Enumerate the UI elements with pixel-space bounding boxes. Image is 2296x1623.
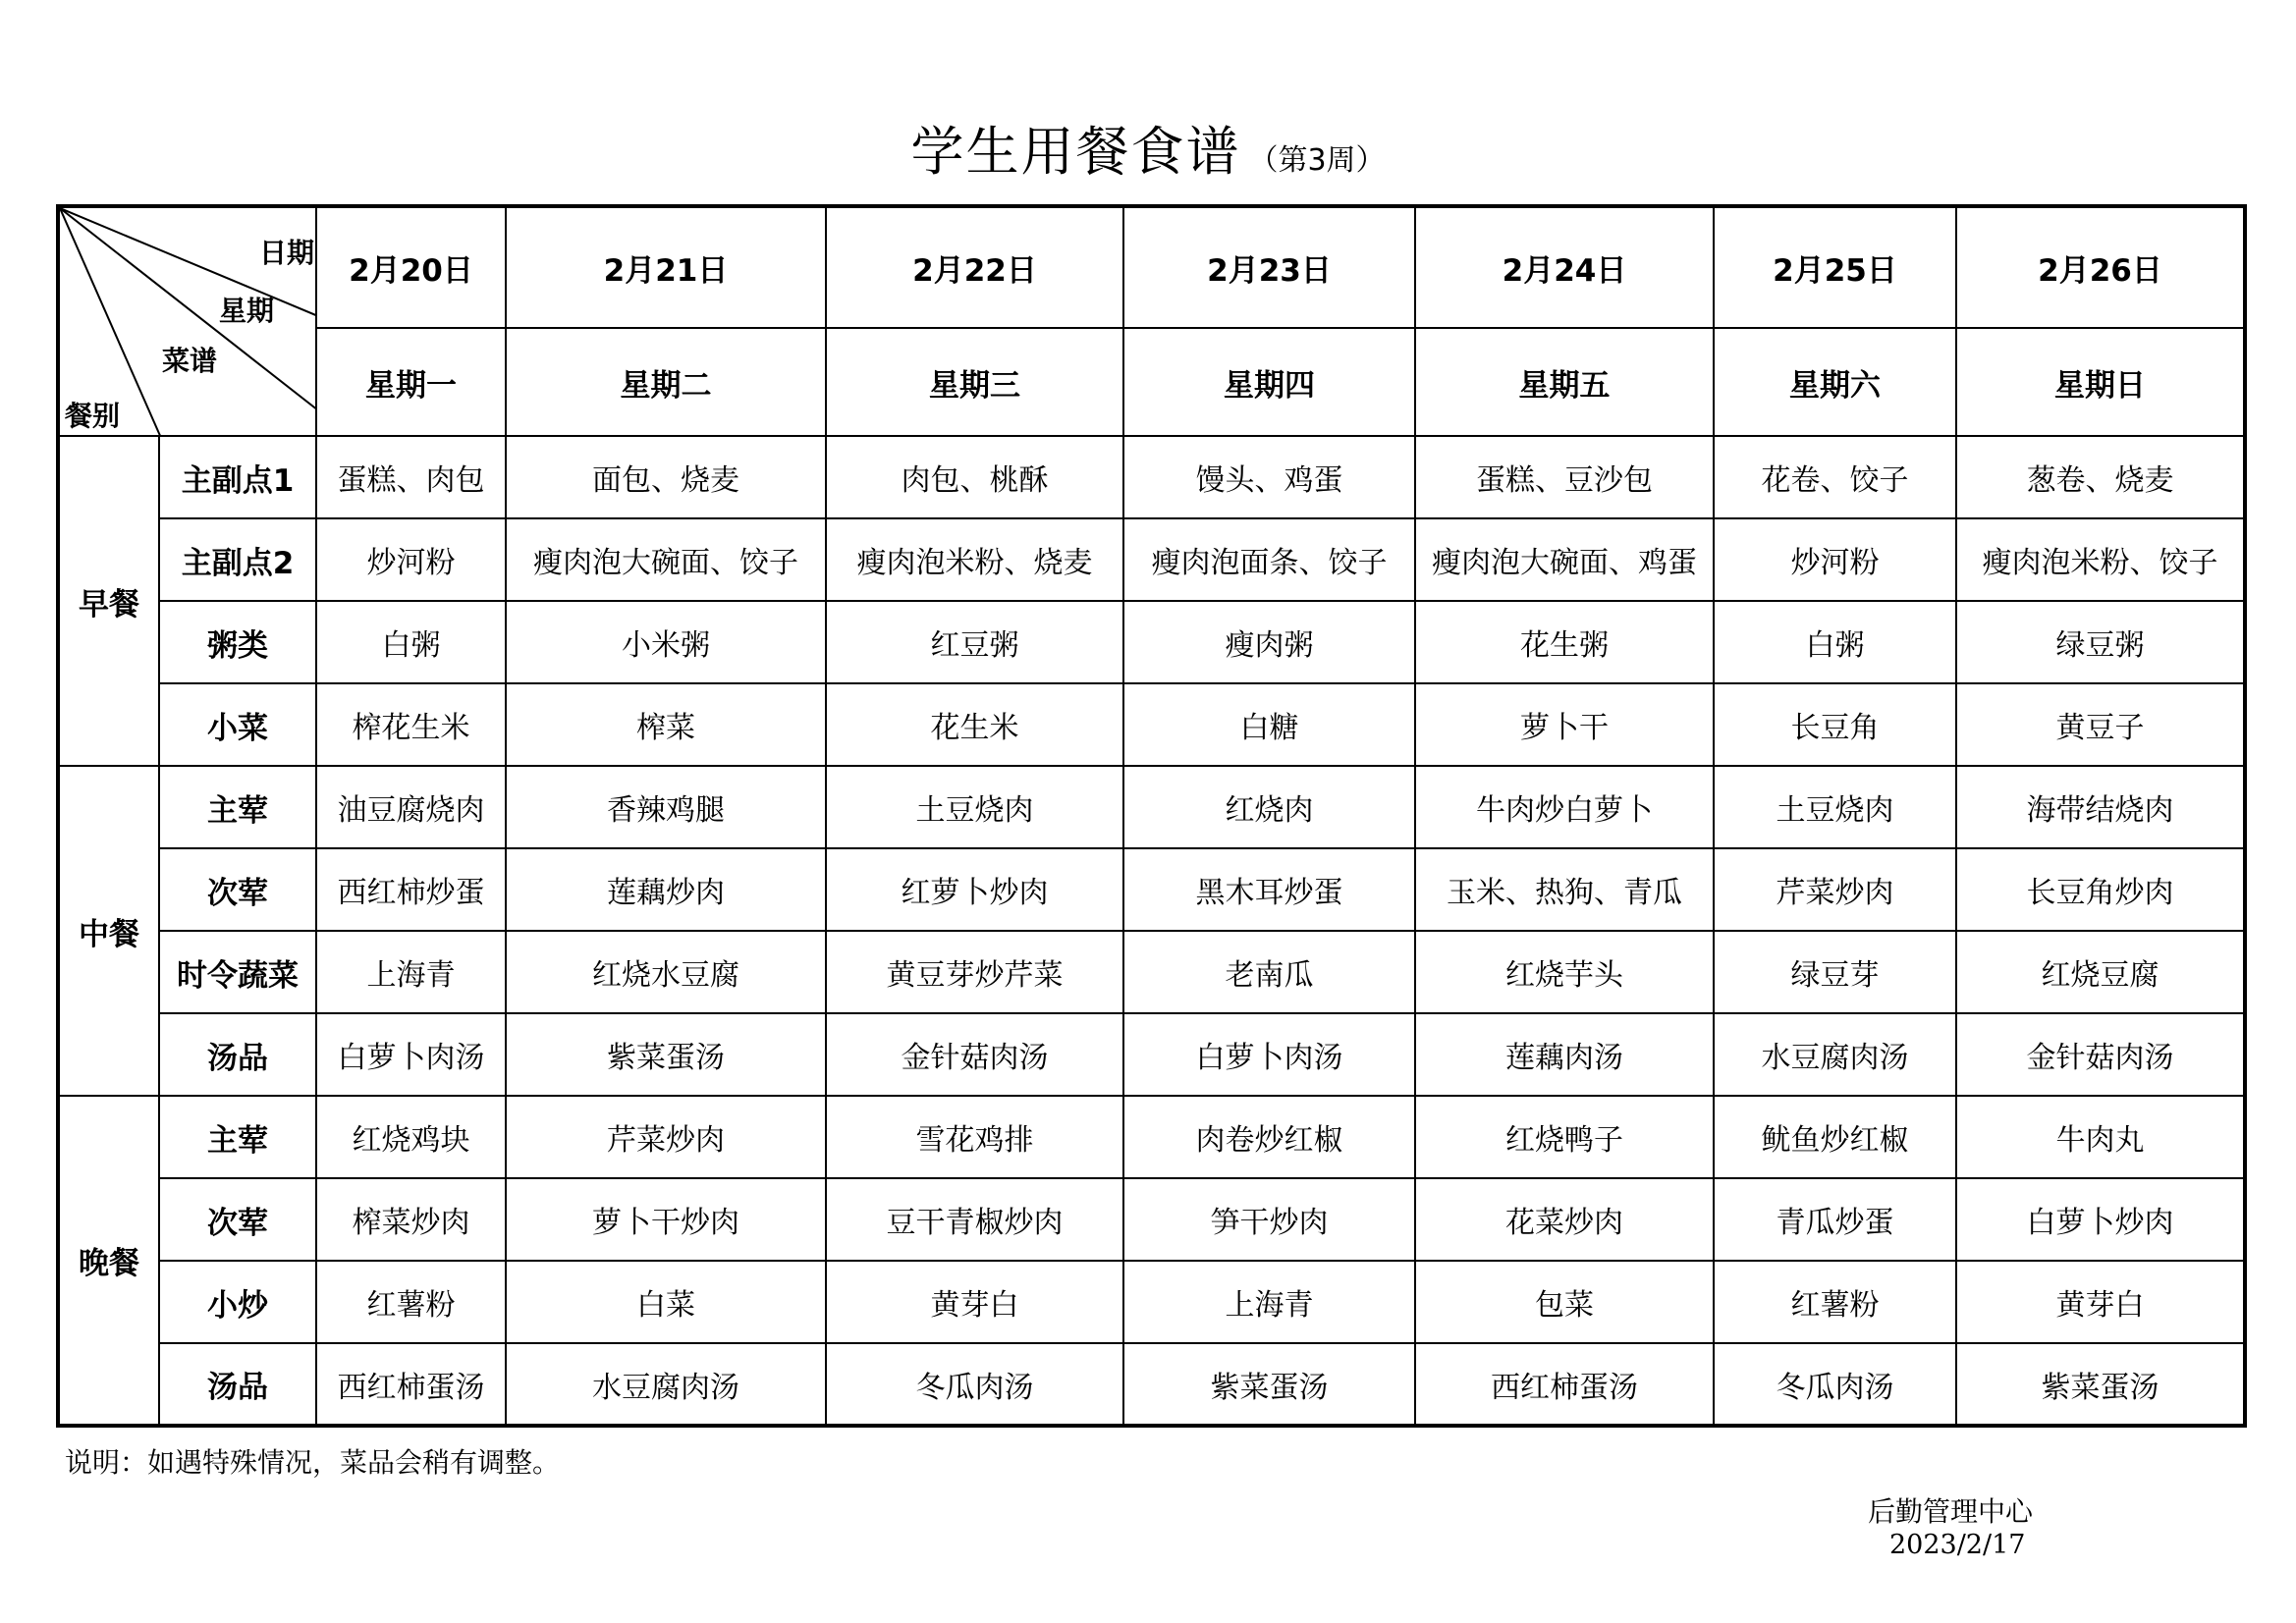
dish-cell: 瘦肉泡米粉、饺子	[1956, 518, 2245, 601]
dish-cell: 长豆角炒肉	[1956, 848, 2245, 931]
dish-cell: 榨菜炒肉	[316, 1178, 506, 1261]
corner-label-menu: 菜谱	[162, 345, 218, 377]
menu-row	[58, 848, 2245, 931]
dish-cell: 上海青	[1123, 1261, 1415, 1343]
dish-cell: 红烧鸡块	[316, 1096, 506, 1178]
dish-cell: 红萝卜炒肉	[826, 848, 1123, 931]
dish-cell: 黄豆子	[1956, 683, 2245, 766]
dish-cell: 莲藕肉汤	[1415, 1013, 1714, 1096]
dish-cell: 老南瓜	[1123, 931, 1415, 1013]
date-header-cell: 2月23日	[1123, 206, 1415, 328]
dish-cell: 青瓜炒蛋	[1714, 1178, 1956, 1261]
dish-cell: 紫菜蛋汤	[1956, 1343, 2245, 1426]
category-cell: 主荤	[159, 766, 316, 848]
menu-row	[58, 1261, 2245, 1343]
dish-cell: 榨花生米	[316, 683, 506, 766]
menu-row	[58, 1096, 2245, 1178]
menu-row	[58, 1178, 2245, 1261]
dish-cell: 炒河粉	[316, 518, 506, 601]
dish-cell: 金针菇肉汤	[1956, 1013, 2245, 1096]
date-header-cell: 2月25日	[1714, 206, 1956, 328]
dish-cell: 面包、烧麦	[506, 436, 826, 518]
dish-cell: 雪花鸡排	[826, 1096, 1123, 1178]
footer-department: 后勤管理中心	[1868, 1495, 2034, 1528]
dish-cell: 萝卜干	[1415, 683, 1714, 766]
category-cell: 主副点2	[159, 518, 316, 601]
dish-cell: 鱿鱼炒红椒	[1714, 1096, 1956, 1178]
category-cell: 汤品	[159, 1013, 316, 1096]
meal-label-cell: 晚餐	[58, 1096, 159, 1426]
category-cell: 小菜	[159, 683, 316, 766]
dish-cell: 白粥	[1714, 601, 1956, 683]
dish-cell: 小米粥	[506, 601, 826, 683]
dish-cell: 冬瓜肉汤	[1714, 1343, 1956, 1426]
date-header-cell: 2月24日	[1415, 206, 1714, 328]
weekday-header-cell: 星期四	[1123, 328, 1415, 436]
dish-cell: 白萝卜炒肉	[1956, 1178, 2245, 1261]
dish-cell: 包菜	[1415, 1261, 1714, 1343]
dish-cell: 萝卜干炒肉	[506, 1178, 826, 1261]
dish-cell: 红烧豆腐	[1956, 931, 2245, 1013]
dish-cell: 红烧肉	[1123, 766, 1415, 848]
dish-cell: 红薯粉	[316, 1261, 506, 1343]
dish-cell: 莲藕炒肉	[506, 848, 826, 931]
dish-cell: 肉包、桃酥	[826, 436, 1123, 518]
dish-cell: 葱卷、烧麦	[1956, 436, 2245, 518]
dish-cell: 肉卷炒红椒	[1123, 1096, 1415, 1178]
page-header	[0, 110, 2296, 186]
dish-cell: 白萝卜肉汤	[1123, 1013, 1415, 1096]
dish-cell: 白萝卜肉汤	[316, 1013, 506, 1096]
corner-header-cell	[58, 206, 316, 436]
dish-cell: 花生粥	[1415, 601, 1714, 683]
dish-cell: 绿豆芽	[1714, 931, 1956, 1013]
dish-cell: 蛋糕、豆沙包	[1415, 436, 1714, 518]
dish-cell: 紫菜蛋汤	[506, 1013, 826, 1096]
dish-cell: 土豆烧肉	[826, 766, 1123, 848]
weekday-header-cell: 星期日	[1956, 328, 2245, 436]
category-cell: 主副点1	[159, 436, 316, 518]
dish-cell: 海带结烧肉	[1956, 766, 2245, 848]
menu-row	[58, 601, 2245, 683]
dish-cell: 花菜炒肉	[1415, 1178, 1714, 1261]
week-label: （第3周）	[1248, 143, 1386, 178]
category-cell: 汤品	[159, 1343, 316, 1426]
meal-label-cell: 中餐	[58, 766, 159, 1096]
dish-cell: 玉米、热狗、青瓜	[1415, 848, 1714, 931]
meal-label-cell: 早餐	[58, 436, 159, 766]
dish-cell: 红薯粉	[1714, 1261, 1956, 1343]
dish-cell: 绿豆粥	[1956, 601, 2245, 683]
menu-row	[58, 1013, 2245, 1096]
corner-label-date: 日期	[259, 237, 315, 269]
menu-row	[58, 436, 2245, 518]
dish-cell: 白糖	[1123, 683, 1415, 766]
dish-cell: 炒河粉	[1714, 518, 1956, 601]
dish-cell: 油豆腐烧肉	[316, 766, 506, 848]
dish-cell: 瘦肉泡大碗面、饺子	[506, 518, 826, 601]
category-cell: 次荤	[159, 1178, 316, 1261]
dish-cell: 黄芽白	[1956, 1261, 2245, 1343]
dish-cell: 黄芽白	[826, 1261, 1123, 1343]
dish-cell: 冬瓜肉汤	[826, 1343, 1123, 1426]
category-cell: 小炒	[159, 1261, 316, 1343]
dish-cell: 金针菇肉汤	[826, 1013, 1123, 1096]
dish-cell: 瘦肉泡面条、饺子	[1123, 518, 1415, 601]
dish-cell: 白菜	[506, 1261, 826, 1343]
weekday-header-row	[58, 328, 2245, 436]
dish-cell: 花卷、饺子	[1714, 436, 1956, 518]
dish-cell: 瘦肉泡米粉、烧麦	[826, 518, 1123, 601]
dish-cell: 红豆粥	[826, 601, 1123, 683]
date-header-cell: 2月26日	[1956, 206, 2245, 328]
menu-row	[58, 1343, 2245, 1426]
dish-cell: 长豆角	[1714, 683, 1956, 766]
menu-table	[56, 204, 2247, 1428]
page-title: 学生用餐食谱	[910, 121, 1241, 183]
dish-cell: 馒头、鸡蛋	[1123, 436, 1415, 518]
dish-cell: 水豆腐肉汤	[506, 1343, 826, 1426]
dish-cell: 榨菜	[506, 683, 826, 766]
menu-row	[58, 518, 2245, 601]
weekday-header-cell: 星期五	[1415, 328, 1714, 436]
category-cell: 主荤	[159, 1096, 316, 1178]
corner-label-meal: 餐别	[65, 400, 121, 432]
dish-cell: 芹菜炒肉	[506, 1096, 826, 1178]
date-header-row	[58, 206, 2245, 328]
dish-cell: 土豆烧肉	[1714, 766, 1956, 848]
footer-date: 2023/2/17	[1889, 1530, 2026, 1560]
category-cell: 粥类	[159, 601, 316, 683]
dish-cell: 牛肉丸	[1956, 1096, 2245, 1178]
dish-cell: 水豆腐肉汤	[1714, 1013, 1956, 1096]
category-cell: 次荤	[159, 848, 316, 931]
weekday-header-cell: 星期二	[506, 328, 826, 436]
dish-cell: 红烧鸭子	[1415, 1096, 1714, 1178]
date-header-cell: 2月21日	[506, 206, 826, 328]
dish-cell: 牛肉炒白萝卜	[1415, 766, 1714, 848]
dish-cell: 蛋糕、肉包	[316, 436, 506, 518]
date-header-cell: 2月20日	[316, 206, 506, 328]
dish-cell: 紫菜蛋汤	[1123, 1343, 1415, 1426]
date-header-cell: 2月22日	[826, 206, 1123, 328]
dish-cell: 豆干青椒炒肉	[826, 1178, 1123, 1261]
dish-cell: 西红柿蛋汤	[1415, 1343, 1714, 1426]
weekday-header-cell: 星期三	[826, 328, 1123, 436]
footer-note: 说明：如遇特殊情况，菜品会稍有调整。	[65, 1446, 561, 1479]
dish-cell: 红烧芋头	[1415, 931, 1714, 1013]
menu-row	[58, 683, 2245, 766]
dish-cell: 香辣鸡腿	[506, 766, 826, 848]
dish-cell: 芹菜炒肉	[1714, 848, 1956, 931]
dish-cell: 白粥	[316, 601, 506, 683]
dish-cell: 笋干炒肉	[1123, 1178, 1415, 1261]
dish-cell: 瘦肉泡大碗面、鸡蛋	[1415, 518, 1714, 601]
dish-cell: 西红柿蛋汤	[316, 1343, 506, 1426]
category-cell: 时令蔬菜	[159, 931, 316, 1013]
dish-cell: 黑木耳炒蛋	[1123, 848, 1415, 931]
menu-row	[58, 931, 2245, 1013]
dish-cell: 瘦肉粥	[1123, 601, 1415, 683]
dish-cell: 上海青	[316, 931, 506, 1013]
dish-cell: 花生米	[826, 683, 1123, 766]
weekday-header-cell: 星期六	[1714, 328, 1956, 436]
corner-label-weekday: 星期	[219, 295, 275, 327]
dish-cell: 西红柿炒蛋	[316, 848, 506, 931]
dish-cell: 红烧水豆腐	[506, 931, 826, 1013]
menu-row	[58, 766, 2245, 848]
dish-cell: 黄豆芽炒芹菜	[826, 931, 1123, 1013]
weekday-header-cell: 星期一	[316, 328, 506, 436]
